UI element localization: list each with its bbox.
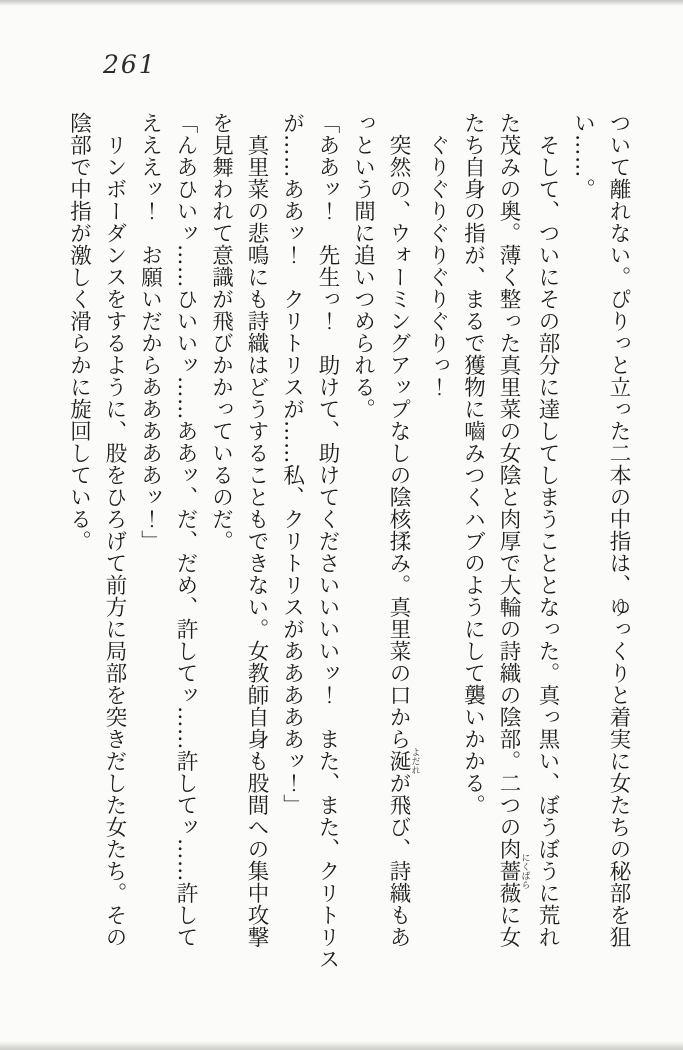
scan-edge-bottom — [0, 1041, 683, 1050]
text-column: えええッ！ お願いだからあああああッ！」 — [137, 112, 163, 552]
text-column: が……ああッ！ クリトリスが……私、クリトリスがあああああッ！」 — [279, 112, 305, 816]
text-column: っという間に追いつめられる。 — [350, 112, 376, 420]
furigana-ruby: 涎よだれ — [386, 747, 420, 775]
text-column: 突然の、ウォーミングアップなしの陰核揉み。真里菜の口から涎よだれが飛び、詩織もあ — [386, 134, 420, 948]
text-column: 陰部で中指が激しく滑らかに旋回している。 — [66, 112, 92, 552]
text-column: を見舞われて意識が飛びかかっているのだ。 — [208, 112, 234, 552]
text-block — [61, 112, 636, 977]
text-column: ついて離れない。ぴりっと立った二本の中指は、ゆっくりと着実に女たちの秘部を狙 — [606, 112, 631, 948]
scan-edge-top — [0, 0, 683, 6]
text-column: 真里菜の悲鳴にも詩織はどうすることもできない。女教師自身も股間への集中攻撃 — [244, 134, 269, 948]
text-column: ぐりぐりぐりぐりぐりっ！ — [425, 134, 450, 398]
text-column: 「んあひいッ……ひいいッ……ああッ、だ、だめ、許してッ……許してッ……許して — [173, 112, 198, 948]
text-column: た茂みの奥。薄く整った真里菜の女陰と肉厚で大輪の詩織の陰部。二つの肉薔薇にくばらに女 — [496, 112, 530, 948]
text-column: たち自身の指が、まるで獲物に嚙みつくハブのようにして襲いかかる。 — [460, 112, 486, 816]
page-number: 261 — [103, 50, 157, 79]
text-column: リンボーダンスをするように、股をひろげて前方に局部を突きだした女たち。その — [102, 134, 127, 948]
text-column: 「ああッ！ 先生っ！ 助けて、助けてくださいいいいッ！ また、また、クリトリス — [315, 112, 340, 970]
text-column: そして、ついにその部分に達してしまうこととなった。真っ黒い、ぼうぼうに荒れ — [535, 134, 560, 948]
text-column: い……。 — [570, 112, 596, 200]
furigana-ruby: 肉薔薇にくばら — [496, 838, 530, 904]
